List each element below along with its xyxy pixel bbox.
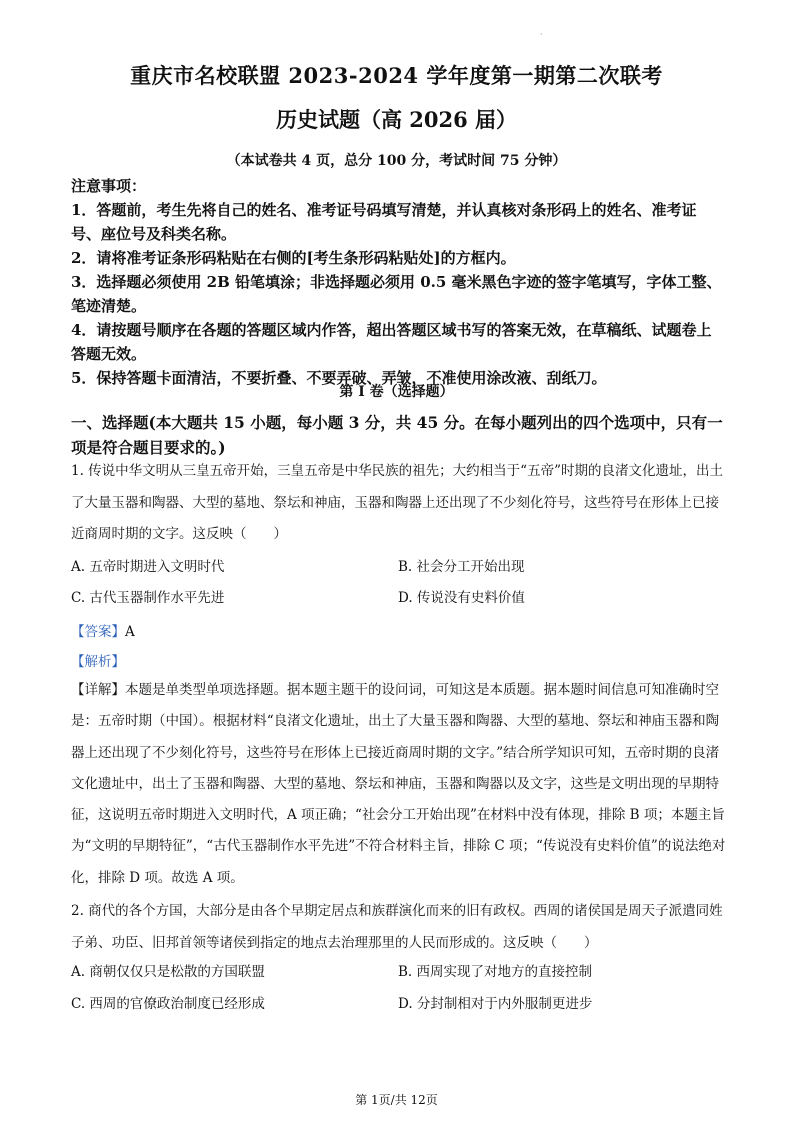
q1-option-a: A. 五帝时期进入文明时代 bbox=[71, 559, 225, 575]
answer-label: 【答案】 bbox=[71, 624, 125, 640]
scan-dot: · bbox=[540, 30, 543, 39]
note-item: 4．请按题号顺序在各题的答题区域内作答，超出答题区域书写的答案无效，在草稿纸、试题卷上答题无效。 bbox=[71, 321, 712, 363]
q2-option-b: B. 西周实现了对地方的直接控制 bbox=[398, 964, 593, 980]
note-item: 5．保持答题卡面清洁，不要折叠、不要弄破、弄皱，不准使用涂改液、刮纸刀。 bbox=[71, 369, 607, 387]
q1-answer bbox=[71, 620, 135, 640]
q2-option-a: A. 商朝仅仅只是松散的方国联盟 bbox=[71, 964, 265, 980]
section-intro: 一、选择题(本大题共 15 小题，每小题 3 分，共 45 分。在每小题列出的四个选项中，只有一项是符合题目要求的。) bbox=[71, 413, 723, 457]
q1-option-d: D. 传说没有史料价值 bbox=[398, 590, 525, 606]
note-item: 3．选择题必须使用 2B 铅笔填涂；非选择题必须用 0.5 毫米黑色字迹的签字笔填写，字体工整、笔迹清楚。 bbox=[71, 273, 722, 315]
exam-info: （本试卷共 4 页，总分 100 分，考试时间 75 分钟） bbox=[226, 153, 567, 169]
notes-block bbox=[71, 174, 726, 390]
page-footer: 第 1页/共 12页 bbox=[355, 1093, 438, 1107]
q1-option-b: B. 社会分工开始出现 bbox=[398, 559, 525, 575]
q2-option-c: C. 西周的官僚政治制度已经形成 bbox=[71, 996, 265, 1012]
notes-heading: 注意事项： bbox=[71, 177, 147, 195]
exam-title: 重庆市名校联盟 2023-2024 学年度第一期第二次联考 bbox=[130, 63, 663, 88]
exam-subject-title: 历史试题（高 2026 届） bbox=[275, 107, 518, 132]
q1-analysis-label: 【解析】 bbox=[71, 654, 125, 670]
section-title: 第 I 卷（选择题） bbox=[339, 384, 454, 400]
note-item: 1．答题前，考生先将自己的姓名、准考证号码填写清楚，并认真核对条形码上的姓名、准考证号、座位号及科类名称。 bbox=[71, 201, 697, 243]
q1-explanation: 【详解】本题是单类型单项选择题。据本题主题干的设问词，可知这是本质题。据本题时间信息可知准确时空是：五帝时期（中国）。根据材料“良渚文化遗址，出土了大量玉器和陶器、大型的墓地、祭坛和神庙玉器和陶器上还出现了不少刻化符号，这些符号在形体上已接近商周时期的文字。”结合所学知识可知，五帝时期的良渚文化遗址中，出土了玉器和陶器、大型的墓地、祭坛和神庙，玉器和陶器以及文字，这些是文明出现的早期特征，这说明五帝时期进入文明时代，A 项正确；“社会分工开始出现”在材料中没有体现，排除 B 项；本题主旨为“文明的早期特征”，“古代玉器制作水平先进”不符合材料主旨，排除 C 项；“传说没有史料价值”的说法绝对化，排除 D 项。故选 A 项。 bbox=[71, 682, 726, 886]
q2-option-d: D. 分封制相对于内外服制更进步 bbox=[398, 996, 593, 1012]
answer-value: A bbox=[125, 624, 135, 640]
question-2-stem: 2. 商代的各个方国，大部分是由各个早期定居点和族群演化而来的旧有政权。西周的诸侯国是周天子派遣同姓子弟、功臣、旧邦首领等诸侯到指定的地点去治理那里的人民而形成的。这反映（ ） bbox=[71, 903, 723, 951]
q1-option-c: C. 古代玉器制作水平先进 bbox=[71, 590, 225, 606]
question-1-stem: 1. 传说中华文明从三皇五帝开始，三皇五帝是中华民族的祖先；大约相当于“五帝”时期的良渚文化遗址，出土了大量玉器和陶器、大型的墓地、祭坛和神庙，玉器和陶器上还出现了不少刻化符号，这些符号在形体上已接近商周时期的文字。这反映（ ） bbox=[71, 463, 723, 542]
note-item: 2．请将准考证条形码粘贴在右侧的[考生条形码粘贴处]的方框内。 bbox=[71, 249, 516, 267]
